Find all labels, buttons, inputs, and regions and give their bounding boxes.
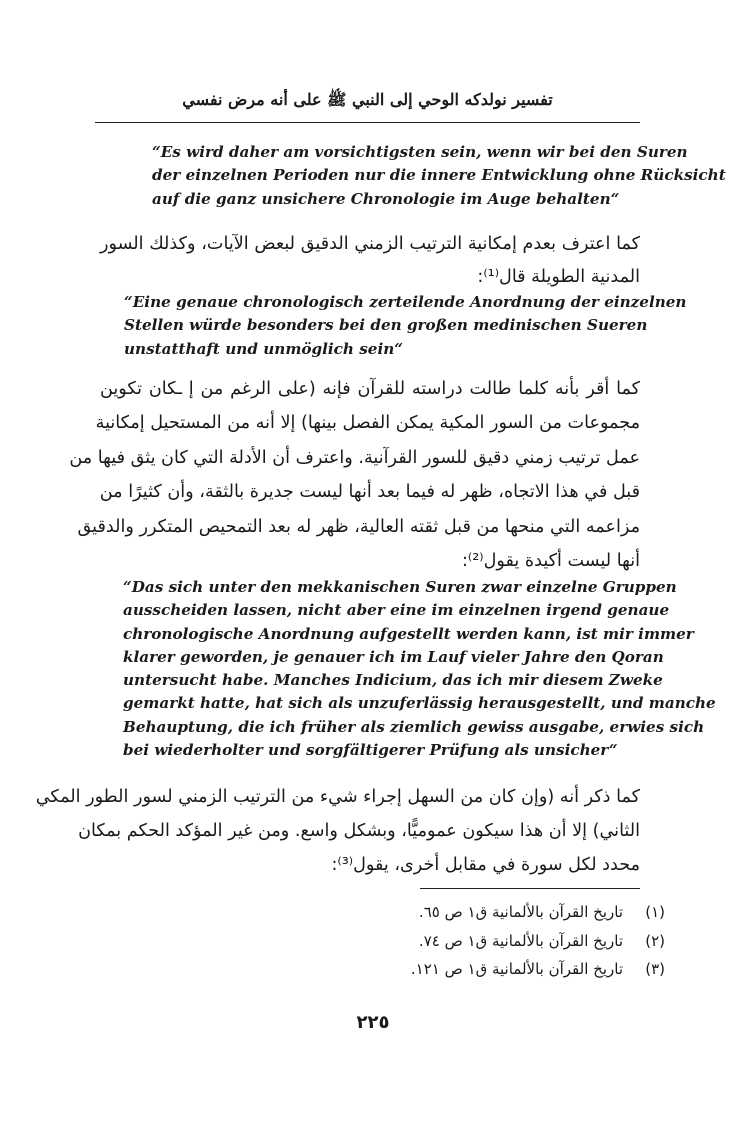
footnote-text: تاريخ القرآن بالألمانية ق١ ص ١٢١.: [410, 960, 623, 978]
paragraph-line: مزاعمه التي منحها من قبل ثقته العالية، ظهر له بعد التمحيص المتكرر والدقيق: [77, 516, 640, 537]
quote-line: bei wiederholter und sorgfältigerer Prüfung als unsicher“: [123, 741, 618, 760]
quote-line: klarer geworden, je genauer ich im Lauf vieler Jahre den Qoran: [123, 647, 664, 666]
paragraph-line: مجموعات من السور المكية يمكن الفصل بينها) إلا أنه من المستحيل إمكانية: [95, 413, 640, 434]
footnote-item: [400, 955, 665, 984]
page-number: ٢٢٥: [356, 1012, 390, 1033]
paragraph-line: كما اعترف بعدم إمكانية الترتيب الزمني الدقيق لبعض الآيات، وكذلك السور: [100, 234, 640, 254]
quote-line: gemarkt hatte, hat sich als unzuferlässig herausgestellt, und manche: [123, 694, 716, 713]
quote-line: “Eine genaue chronologisch zerteilende Anordnung der einzelnen: [124, 293, 687, 311]
footnotes: [400, 898, 665, 984]
quote-line: Behauptung, die ich früher als ziemlich gewiss ausgabe, erwies sich: [123, 717, 705, 736]
german-quote-3: [123, 576, 716, 762]
paragraph-line: كما ذكر أنه (وإن كان من السهل إجراء شيء من الترتيب الزمني لسور الطور المكي: [35, 787, 640, 807]
footnote-number: (٣): [645, 960, 665, 978]
footnote-number: (٢): [645, 931, 665, 950]
paragraph-line: محدد لكل سورة في مقابل أخرى، يقول⁽³⁾:: [331, 855, 640, 875]
quote-line: chronologische Anordnung aufgestellt werden kann, ist mir immer: [123, 624, 694, 643]
paragraph-line: قبل في هذا الاتجاه، ظهر له فيما بعد أنها ليست جديرة بالثقة، وأن كثيرًا من: [99, 482, 640, 503]
german-quote-1: [152, 141, 726, 211]
quote-line: untersucht habe. Manches Indicium, das ich mir diesem Zweke: [123, 671, 663, 690]
quote-line: Stellen würde besonders bei den großen medinischen Sueren: [124, 316, 648, 335]
footnote-rule: [420, 888, 640, 889]
quote-line: auf die ganz unsichere Chronologie im Auge behalten“: [152, 189, 620, 208]
quote-line: “Es wird daher am vorsichtigsten sein, wenn wir bei den Suren: [152, 143, 688, 161]
header-rule: [95, 122, 640, 123]
quote-line: unstatthaft und unmöglich sein“: [124, 339, 404, 358]
footnote-text: تاريخ القرآن بالألمانية ق١ ص ٦٥.: [418, 903, 623, 921]
running-header: تفسير نولدكه الوحي إلى النبي ﷺ على أنه مرض نفسي: [182, 90, 553, 109]
paragraph-line: أنها ليست أكيدة يقول⁽²⁾:: [461, 551, 640, 572]
paragraph-line: عمل ترتيب زمني دقيق للسور القرآنية. واعترف أن الأدلة التي كان يثق فيها من: [69, 447, 640, 468]
footnote-item: [400, 898, 665, 927]
paragraph-line: المدنية الطويلة قال⁽¹⁾:: [477, 267, 640, 287]
paragraph-line: الثاني) إلا أن هذا سيكون عموميًّا، وبشكل واسع. ومن غير المؤكد الحكم بمكان: [78, 821, 640, 841]
quote-line: der einzelnen Perioden nur die innere Entwicklung ohne Rücksicht: [152, 166, 726, 185]
footnote-item: [400, 927, 665, 956]
quote-line: “Das sich unter den mekkanischen Suren zwar einzelne Gruppen: [123, 578, 677, 596]
paragraph-line: كما أقر بأنه كلما طالت دراسته للقرآن فإنه (على الرغم من إ ـكان تكوين: [100, 379, 640, 399]
arabic-paragraph-2: [69, 372, 640, 578]
footnote-number: (١): [645, 903, 665, 921]
german-quote-2: [124, 291, 687, 361]
arabic-paragraph-1: [100, 228, 640, 294]
quote-line: ausscheiden lassen, nicht aber eine im einzelnen irgend genaue: [123, 601, 670, 620]
footnote-text: تاريخ القرآن بالألمانية ق١ ص ٧٤.: [418, 931, 623, 950]
arabic-paragraph-3: [35, 780, 640, 882]
